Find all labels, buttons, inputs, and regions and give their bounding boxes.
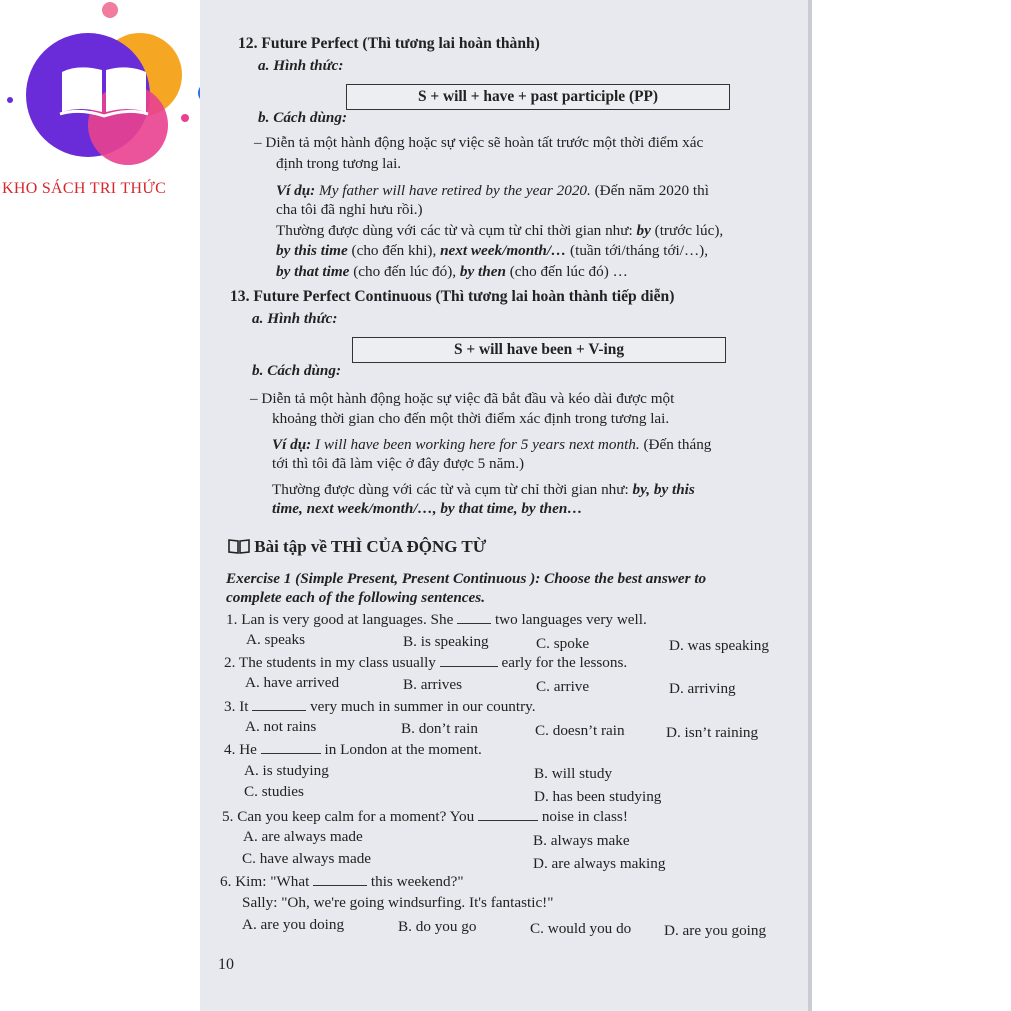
example-translation: (Đến tháng (639, 436, 712, 453)
option-5b: B. always make (533, 832, 630, 849)
keywords: by, by this (632, 481, 695, 498)
option-3c: C. doesn’t rain (535, 722, 625, 739)
question-text: 4. He (224, 741, 261, 758)
section-12-example (276, 182, 709, 200)
option-6a: A. are you doing (242, 916, 345, 933)
question-6 (220, 872, 464, 891)
answer-blank (261, 740, 321, 754)
question-text: 6. Kim: "What (220, 873, 314, 890)
option-1b: B. is speaking (403, 633, 489, 650)
exercise-heading-text: Bài tập về THÌ CỦA ĐỘNG TỪ (254, 537, 487, 556)
question-text: in London at the moment. (320, 741, 482, 758)
text-run: (trước lúc), (650, 222, 724, 239)
question-2 (224, 653, 627, 672)
store-name: KHO SÁCH TRI THỨC (2, 180, 167, 197)
open-book-logo-icon (0, 0, 222, 180)
option-6b: B. do you go (398, 918, 477, 935)
option-5c: C. have always made (242, 850, 372, 867)
question-text: noise in class! (538, 808, 628, 825)
question-text: 2. The students in my class usually (224, 654, 440, 671)
example-label: Ví dụ: (276, 182, 316, 199)
text-run: Thường được dùng với các từ và cụm từ chỉ thời gian như: (276, 222, 637, 239)
section-13-line-1: – Diễn tả một hành động hoặc sự việc đã bắt đầu và kéo dài được một (250, 390, 675, 407)
example-translation: (Đến năm 2020 thì (590, 182, 709, 199)
section-13-line-6: time, next week/month/…, by that time, by then… (272, 500, 583, 517)
section-13-form-label: a. Hình thức: (252, 310, 338, 327)
text-run: (tuần tới/tháng tới/…), (566, 242, 709, 259)
example-sentence: I will have been working here for 5 years next month. (311, 436, 640, 453)
option-6d: D. are you going (664, 922, 767, 939)
question-6-reply: Sally: "Oh, we're going windsurfing. It's fantastic!" (242, 894, 554, 911)
option-4a: A. is studying (244, 762, 329, 779)
exercise-heading (228, 538, 486, 556)
section-12-line-5 (276, 222, 723, 240)
section-13-use-label: b. Cách dùng: (252, 362, 342, 379)
question-text: this weekend?" (367, 873, 464, 890)
section-13-formula: S + will have been + V-ing (352, 337, 726, 363)
example-label: Ví dụ: (272, 436, 312, 453)
question-5 (222, 807, 628, 826)
book-icon (228, 537, 254, 556)
option-3a: A. not rains (245, 718, 317, 735)
option-2d: D. arriving (669, 680, 736, 697)
option-1c: C. spoke (536, 635, 590, 652)
text-run: (cho đến lúc đó), (349, 263, 460, 280)
page-edge (808, 0, 812, 1011)
keyword-by-then: by then (459, 263, 506, 280)
option-1a: A. speaks (246, 631, 306, 648)
text-run: Thường được dùng với các từ và cụm từ chỉ thời gian như: (272, 481, 633, 498)
section-13-line-5 (272, 481, 695, 499)
answer-blank (478, 807, 538, 821)
question-text: early for the lessons. (497, 654, 628, 671)
section-13-line-2: khoảng thời gian cho đến một thời điểm xác định trong tương lai. (272, 410, 670, 427)
exercise-1-instruction-2: complete each of the following sentences. (226, 589, 485, 606)
section-13-title: 13. Future Perfect Continuous (Thì tương lai hoàn thành tiếp diễn) (230, 288, 675, 305)
text-run: (cho đến lúc đó) … (505, 263, 628, 280)
keyword-next-week: next week/month/… (440, 242, 567, 259)
option-5a: A. are always made (243, 828, 363, 845)
section-12-line-1: – Diễn tả một hành động hoặc sự việc sẽ hoàn tất trước một thời điểm xác (254, 134, 704, 151)
section-12-line-7 (276, 263, 628, 281)
question-1 (226, 610, 647, 629)
keyword-by: by (636, 222, 651, 239)
section-12-use-label: b. Cách dùng: (258, 109, 348, 126)
answer-blank (313, 872, 367, 886)
section-12-title: 12. Future Perfect (Thì tương lai hoàn thành) (238, 35, 540, 52)
store-logo (0, 0, 222, 205)
option-4d: D. has been studying (534, 788, 662, 805)
section-12-formula: S + will + have + past participle (PP) (346, 84, 730, 110)
answer-blank (440, 653, 498, 667)
option-2a: A. have arrived (245, 674, 340, 691)
question-text: two languages very well. (491, 611, 647, 628)
option-4b: B. will study (534, 765, 613, 782)
answer-blank (457, 610, 491, 624)
page-number: 10 (218, 956, 234, 973)
option-6c: C. would you do (530, 920, 632, 937)
keyword-by-this-time: by this time (276, 242, 348, 259)
example-sentence: My father will have retired by the year 2020. (315, 182, 591, 199)
book-page (200, 0, 812, 1011)
option-4c: C. studies (244, 783, 304, 800)
section-13-line-4: tới thì tôi đã làm việc ở đây được 5 năm.) (272, 455, 525, 472)
section-12-line-4: cha tôi đã nghỉ hưu rồi.) (276, 201, 423, 218)
question-3 (224, 697, 536, 716)
option-2b: B. arrives (403, 676, 463, 693)
question-4 (224, 740, 482, 759)
text-run: (cho đến khi), (347, 242, 441, 259)
option-5d: D. are always making (533, 855, 666, 872)
option-1d: D. was speaking (669, 637, 769, 654)
section-13-example (272, 436, 711, 454)
question-text: 1. Lan is very good at languages. She (226, 611, 458, 628)
option-3b: B. don’t rain (401, 720, 478, 737)
section-12-form-label: a. Hình thức: (258, 57, 344, 74)
section-12-line-6 (276, 242, 708, 260)
exercise-1-instruction-1: Exercise 1 (Simple Present, Present Continuous ): Choose the best answer to (226, 570, 707, 587)
option-3d: D. isn’t raining (666, 724, 759, 741)
keyword-by-that-time: by that time (276, 263, 350, 280)
question-text: 3. It (224, 698, 253, 715)
question-text: 5. Can you keep calm for a moment? You (222, 808, 479, 825)
answer-blank (252, 697, 306, 711)
section-12-line-2: định trong tương lai. (276, 155, 402, 172)
question-text: very much in summer in our country. (306, 698, 536, 715)
option-2c: C. arrive (536, 678, 590, 695)
